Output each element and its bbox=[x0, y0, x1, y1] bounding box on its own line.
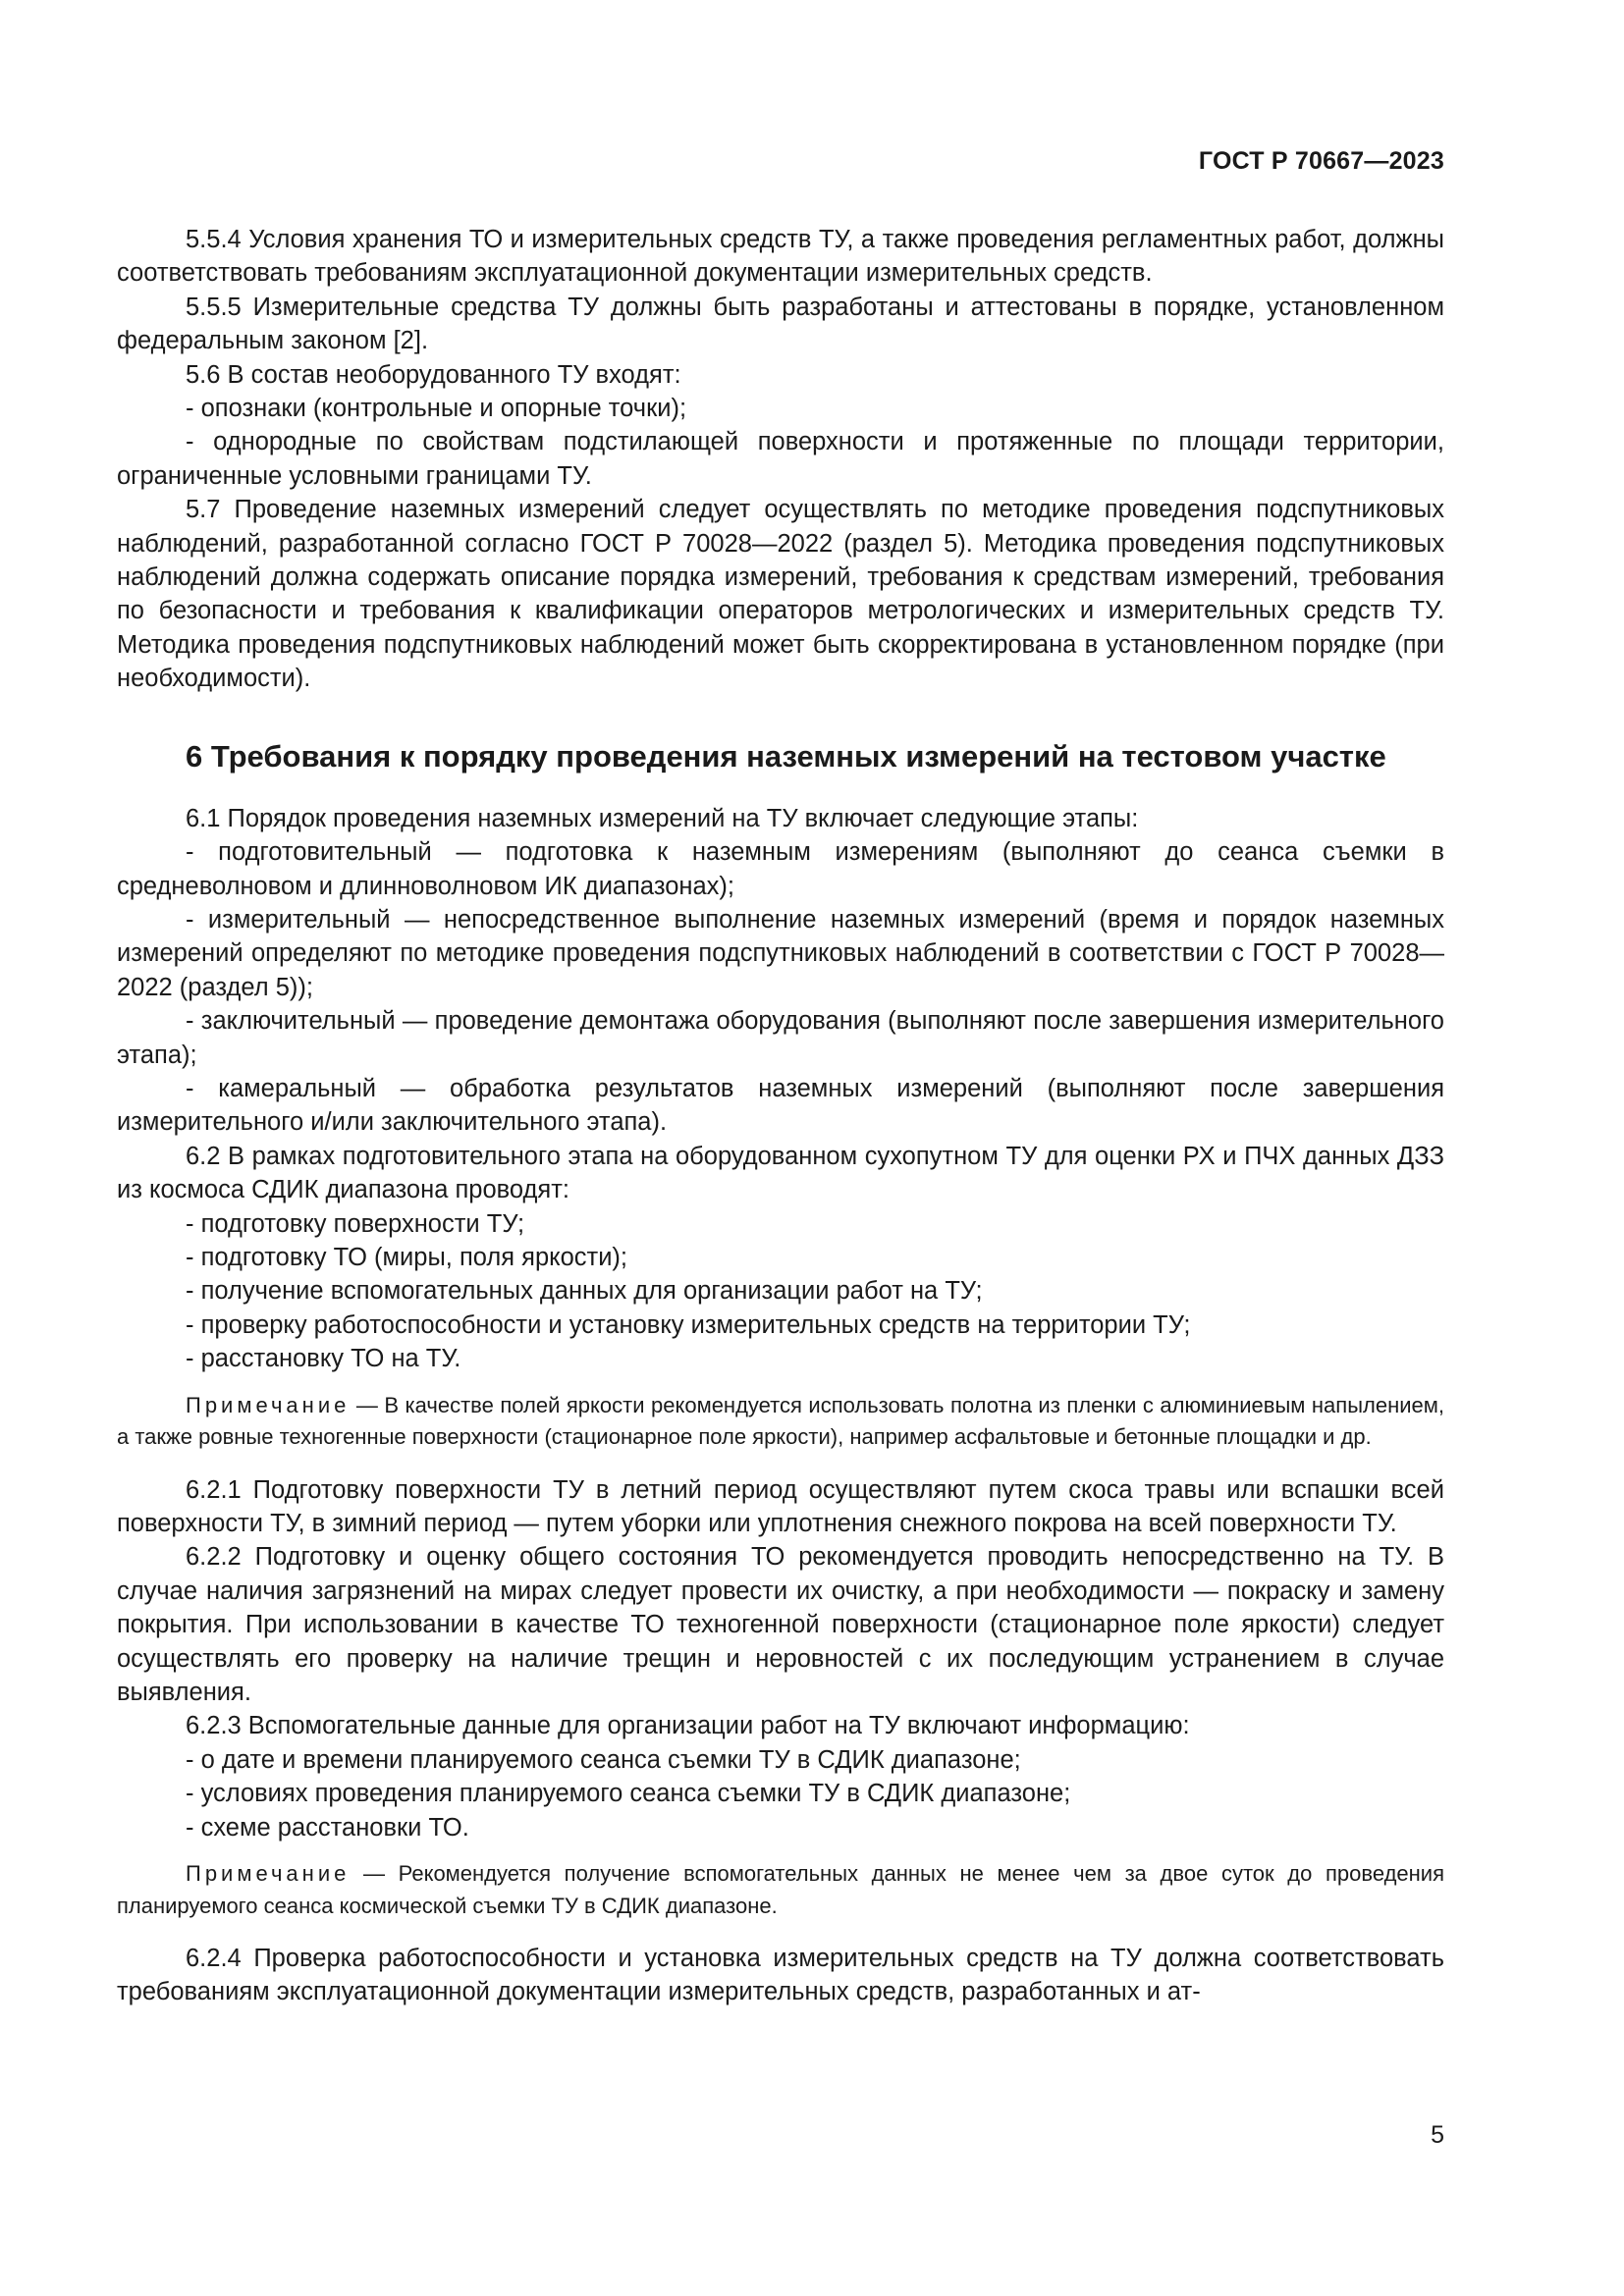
list-item: - подготовку поверхности ТУ; bbox=[186, 1209, 525, 1238]
paragraph-5-6: 5.6 В состав необорудованного ТУ входят: bbox=[186, 360, 681, 389]
note-2 bbox=[117, 1858, 1444, 1922]
standard-header: ГОСТ Р 70667—2023 bbox=[1198, 147, 1444, 175]
paragraph-6-2: 6.2 В рамках подготовительного этапа на оборудованном сухопутном ТУ для оценки РХ и ПЧХ данных ДЗЗ из космоса СДИК диапазона проводят: bbox=[117, 1142, 1444, 1204]
document-page bbox=[117, 0, 1444, 2296]
list-item: - получение вспомогательных данных для организации работ на ТУ; bbox=[186, 1277, 983, 1306]
list-item: - подготовительный — подготовка к наземным измерениям (выполняют до сеанса съемки в средневолновом и длинноволновом ИК диапазонах); bbox=[117, 838, 1444, 900]
paragraph-5-5-5: 5.5.5 Измерительные средства ТУ должны быть разработаны и аттестованы в порядке, установленном федеральным законом [2]. bbox=[117, 293, 1444, 355]
note-text: — Рекомендуется получение вспомогательных данных не менее чем за двое суток до проведения планируемого сеанса космической съемки ТУ в СДИК диапазоне. bbox=[117, 1861, 1444, 1918]
list-item: - условиях проведения планируемого сеанса съемки ТУ в СДИК диапазоне; bbox=[186, 1780, 1071, 1808]
page-content bbox=[117, 223, 1444, 2009]
section-6-title: 6 Требования к порядку проведения наземных измерений на тестовом участке bbox=[186, 738, 1386, 774]
list-item: - камеральный — обработка результатов наземных измерений (выполняют после завершения измерительного и/или заключительного этапа). bbox=[117, 1074, 1444, 1137]
list-item: - расстановку ТО на ТУ. bbox=[186, 1345, 461, 1373]
list-item: - опознаки (контрольные и опорные точки); bbox=[186, 395, 687, 423]
note-label: Примечание bbox=[186, 1392, 351, 1417]
list-item: - подготовку ТО (миры, поля яркости); bbox=[186, 1243, 628, 1271]
paragraph-6-2-4: 6.2.4 Проверка работоспособности и установка измерительных средств на ТУ должна соответствовать требованиям эксплуатационной документации измерительных средств, разработанных и ат- bbox=[117, 1945, 1444, 2006]
note-text: — В качестве полей яркости рекомендуется использовать полотна из пленки с алюминиевым напылением, а также ровные техногенные поверхности (стационарное поле яркости), например асфальтовые и бетонные площадки и др. bbox=[117, 1392, 1444, 1450]
paragraph-5-5-4: 5.5.4 Условия хранения ТО и измерительных средств ТУ, а также проведения регламентных работ, должны соответствовать требованиям эксплуатационной документации измерительных средств. bbox=[117, 226, 1444, 288]
list-item: - о дате и времени планируемого сеанса съемки ТУ в СДИК диапазоне; bbox=[186, 1745, 1021, 1774]
note-label: Примечание bbox=[186, 1861, 351, 1887]
paragraph-5-7: 5.7 Проведение наземных измерений следует осуществлять по методике проведения подспутниковых наблюдений, разработанной согласно ГОСТ Р 70028—2022 (раздел 5). Методика проведения подспутниковых наблюдений должна содержать описание порядка измерений, требования к средствам измерений, требования по безопасности и требования к квалификации операторов метрологических и измерительных средств ТУ. Методика проведения подспутниковых наблюдений может быть скорректирована в установленном порядке (при необходимости). bbox=[117, 496, 1444, 693]
paragraph-6-2-1: 6.2.1 Подготовку поверхности ТУ в летний период осуществляют путем скоса травы или вспашки всей поверхности ТУ, в зимний период — путем уборки или уплотнения снежного покрова на всей поверхности ТУ. bbox=[117, 1475, 1444, 1537]
paragraph-6-2-2: 6.2.2 Подготовку и оценку общего состояния ТО рекомендуется проводить непосредственно на ТУ. В случае наличия загрязнений на мирах следует провести их очистку, а при необходимости — покраску и замену покрытия. При использовании в качестве ТО техногенной поверхности (стационарное поле яркости) следует осуществлять его проверку на наличие трещин и неровностей с их последующим устранением в случае выявления. bbox=[117, 1543, 1444, 1707]
list-item: - однородные по свойствам подстилающей поверхности и протяженные по площади территории, ограниченные условными границами ТУ. bbox=[117, 428, 1444, 490]
page-number: 5 bbox=[1431, 2121, 1444, 2149]
paragraph-6-1: 6.1 Порядок проведения наземных измерений на ТУ включает следующие этапы: bbox=[186, 804, 1139, 832]
list-item: - измерительный — непосредственное выполнение наземных измерений (время и порядок наземных измерений определяют по методике проведения подспутниковых наблюдений в соответствии с ГОСТ Р 70028—2022 (раздел 5)); bbox=[117, 905, 1444, 1001]
list-item: - схеме расстановки ТО. bbox=[186, 1813, 469, 1842]
paragraph-6-2-3: 6.2.3 Вспомогательные данные для организации работ на ТУ включают информацию: bbox=[186, 1712, 1190, 1740]
list-item: - заключительный — проведение демонтажа оборудования (выполняют после завершения измерительного этапа); bbox=[117, 1007, 1444, 1069]
list-item: - проверку работоспособности и установку измерительных средств на территории ТУ; bbox=[186, 1310, 1191, 1339]
note-1 bbox=[117, 1390, 1444, 1454]
